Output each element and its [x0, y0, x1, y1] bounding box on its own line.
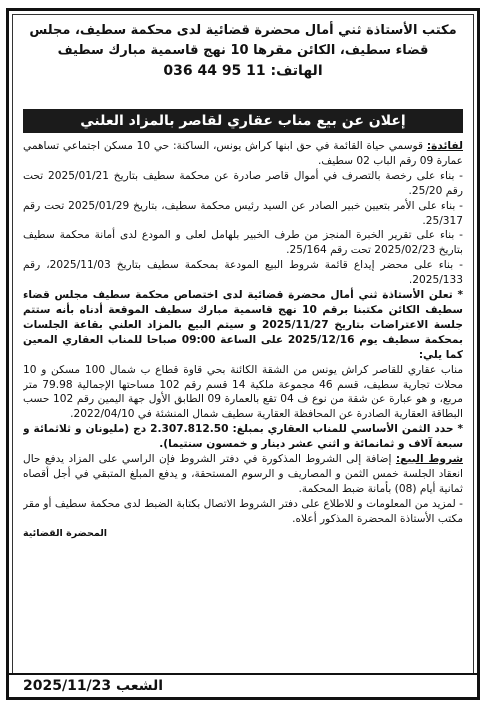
beneficiary-label: لفائدة: [426, 140, 463, 152]
beneficiary-paragraph [23, 139, 463, 169]
auction-notice-paragraph: * تعلن الأستاذة ثني أمال محضرة قضائية لدى اختصاص محكمة سطيف مجلس قضاء سطيف الكائن مكتبنا برقم 10 نهج قاسمية مبارك سطيف الموقعة أدناه بأنه ستتم جلسة الاعتراضات بتاريخ 2025/11/27 و سيتم البيع بالمزاد العلني بقاعة الجلسات بمحكمة سطيف يوم 2025/12/16 على الساعة 09:00 صباحا للمناب العقاري المعين كما يلي: [23, 289, 463, 361]
publication-date: 2025/11/23 [23, 678, 112, 694]
announcement-body [23, 139, 463, 674]
contact-paragraph: - لمزيد من المعلومات و للاطلاع على دفتر الشروط الاتصال بكتابة الضبط لدى محكمة سطيف أو مقر مكتب الأستاذة المحضرة المذكور أعلاه. [23, 497, 463, 525]
signoff: المحضرة القضائية [23, 527, 108, 539]
header-line-1: مكتب الأستاذة ثني أمال محضرة قضائية لدى محكمة سطيف، مجلس [29, 23, 457, 38]
header-line-2: قضاء سطيف، الكائن مقرها 10 نهج قاسمية مبارك سطيف [57, 43, 429, 58]
property-description-paragraph: مناب عقاري للقاصر كراش يونس من الشقة الكائنة بحي قاوة قطاع ب شمال 100 مسكن و 10 محلات تجارية سطيف، قسم 46 مجموعة ملكية 14 قسم رقم 102 مساحتها الإجمالية 79.98 متر مربع، و هو عبارة عن شقة من نوع ف 04 تقع بالعمارة 09 الطابق الأول جهة اليمين رقم 102 حسب البطاقة العقارية الصادرة عن المحافظة العقارية سطيف شمال المنشئة في 2022/04/10. [23, 363, 463, 421]
publication-source [23, 675, 163, 697]
sale-conditions-label: شروط البيع: [395, 453, 463, 466]
license-paragraph: - بناء على رخصة بالتصرف في أموال قاصر صادرة عن محكمة سطيف بتاريخ 2025/01/21 تحت رقم 25/20. [23, 169, 463, 197]
base-price-paragraph: * حدد الثمن الأساسي للمناب العقاري بمبلغ: 2.307.812.50 دج (مليونان و ثلاثمائة و سبعة آلاف و ثمانمائة و اثني عشر دينار و خمسون سنتيما). [23, 423, 463, 451]
ad-frame [6, 8, 480, 700]
announcement-title: إعلان عن بيع مناب عقاري لقاصر بالمزاد العلني [23, 109, 463, 133]
conditions-deposit-paragraph: - بناء على محضر إيداع قائمة شروط البيع المودعة بمحكمة سطيف بتاريخ 2025/11/03، رقم 2025/133. [23, 259, 463, 287]
newspaper-name: الشعب [116, 678, 164, 694]
sale-conditions-text: إضافة إلى الشروط المذكورة في دفتر الشروط فإن الراسي على المزاد يدفع حال انعقاد الجلسة خمس الثمن و المصاريف و الرسوم المستحقة، و يدفع المبلغ المتبقي في أجل أقصاه ثمانية أيام (08) بأمانة ضبط المحكمة. [23, 453, 463, 495]
phone-number: 036 44 95 11 [163, 63, 266, 79]
phone-line [21, 61, 465, 81]
bailiff-office-header [13, 21, 473, 81]
expert-order-paragraph: - بناء على الأمر بتعيين خبير الصادر عن السيد رئيس محكمة سطيف، بتاريخ 2025/01/29 تحت رقم 25/317. [23, 199, 463, 227]
publication-footer [9, 673, 477, 697]
sale-conditions-paragraph [23, 452, 463, 497]
phone-label: الهاتف: [270, 63, 323, 79]
ad-content [12, 14, 474, 675]
expert-report-paragraph: - بناء على تقرير الخبرة المنجز من طرف الخبير بلهامل لعلى و المودع لدى أمانة محكمة سطيف بتاريخ 2025/02/23 تحت رقم 25/164. [23, 229, 463, 257]
beneficiary-text: قوسمي حياة القائمة في حق ابنها كراش يونس، الساكنة: حي 10 مسكن اجتماعي تساهمي عمارة 09 رقم الباب 02 سطيف. [23, 140, 463, 167]
